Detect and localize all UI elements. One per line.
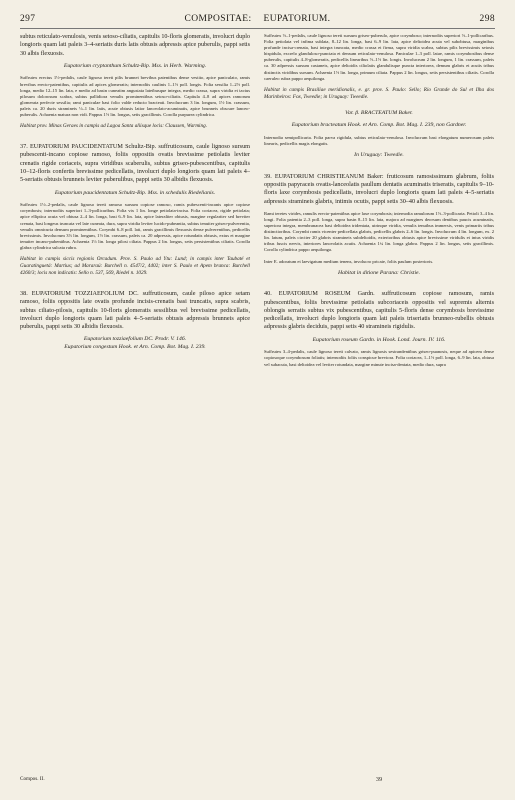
description-variety: Internodia semipollicaria. Folia parva rigidula, subtus reticulato-venulosa. Involucrum basi elongatum numerosum paleis linearis, pedicellis magis elongatis. (264, 134, 494, 147)
habitat-37: Habitat in campis siccis regionis Orcadum. Prov. S. Paulo ad Ytu: Lund; in campis inter Taubaté et Guaratinguetá: Martius; ad Mararaú: Burchell n. 4547/2, 4402; inter S. Paulo et Apem branca: Burchell 4260/3; locis non indicatis: Sello n. 537, 569, Riedel n. 1029. (20, 255, 250, 276)
citation-variety: Eupatorium bracteatum Hook. et Arn. Comp. Bot. Mag. I. 239, non Gardner. (291, 122, 467, 129)
running-title-left: COMPOSITAE: (184, 14, 252, 24)
habitat-38: Habitat in campis Brasiliae meridionalis, e. gr. prov. S. Paulo: Sello; Rio Grande do Sul et Ilha dos Marinheiros: Fox, Tweedie; in Uruguay: Tweedie. (264, 86, 494, 100)
species-38-heading: 38. EUPATORIUM TOZZIAEFOLIUM DC. suffruticosum, caule piloso apice setam ramoso, foliis oppositis late ovatis profunde incisis-crenatis basi truncatis, supra scabris, subtus ciliato-pilosis, capitulis 10-floris glomeratis sessilibus vel brevissime pedicellatis, involucri duplo longioris quam lati paleis 4–5-seriatis obtusis adpressis brunneis apice puberulis, pappi setis 30 albidis flexuosis. (20, 289, 250, 331)
running-title-right: EUPATORIUM. (263, 14, 331, 24)
species-37-heading: 37. EUPATORIUM PAUCIDENTATUM Schultz-Bip. suffruticosum, caule lignoso sursum pubescenti-incano copiose ramoso, foliis oppositis ovatis brevissime petiolatis leviter crenatis rigide coriaceis, supra viridibus scaberulis, subtus griseo-pubescentibus, capitulis 10–12-floris confertis brevissime pedicellatis, involucri duplo longioris quam lati paleis 4–5-seriatis obtusis brunneis leviter puberulibus, pappi setis 30 albidis flexuosis. (20, 143, 250, 184)
right-column (264, 33, 494, 368)
citation-38a: Eupatorium tozziaefolium DC. Prodr. V. 146. (83, 336, 187, 343)
variety-heading: Var. β. BRACTEATUM Baker. (345, 109, 413, 116)
citation-40: Eupatorium roseum Gardn. in Hook. Lond. Journ. IV. 116. (312, 336, 446, 343)
page-footer (20, 776, 495, 783)
description-cryptanthum: Suffrutex erectus 1½-pedalis, caule lignoso tereti pilis brunnei brevibus patentibus dense vestito, apice paniculato, ramis brevibus erecto-patentibus, capitulis ad apices glomeratis; internodiis caulinis 1–1½ poll. longis. Folia sessilia 1–2½ poll. longa, medio 12–15 lin. lata, e medio ad basin cuneatim angustata lateibusque integra, medio crassa, supra viridia et tactus pilosum dolorosum scabra, subtus pallidiora venulis prominentibus setoso-ciliatis. Capitula 4–8 ad apices ramorum glomerata perfecte sessilia; rami paniculae basi folio valde reducto bracteati. Involucrum 3 lin. longum, 1½ lin. crassum, paleis ca. 20 duris stramineis ⅓–1 lin. latis, acute obtusis latior lanceolato-acuminatis, apice brunneis obscure lanceo-puberulis. Achaenia matura non vidi. Pappus 1½ lin. longus, setis gracillimis. Corolla purpurea cylindrica. (20, 75, 250, 118)
description-37: Suffrutex 1½–2-pedalis, caule lignoso tereti ramoso sursum copiose ramoso, ramis pubescenti-incanis apice copiose corymbosis; internodiis superiori 1–3-pollicaribus. Folia vix 1 lin. longe petiolata-incisa. Folia coriacea, rigide petiolata; apice elliptica acuta vel obtusa 2–4 lin. longa, basi 6–9 lin. lata, apice lateraliter obtusis, margine regulariter sed breviter crenata, basi longeus truncata vel late cuneata, dura, supra viridia leviter lucido-pubeantia, subtus tenuiter griseo-pulverentia, venulis omnicuria densum prominentibus. Corymbi 6–8 poll. lati, ramis gracillimis flexuosis dense pulverentibus, pedicellis brevissimis. Involucrum 3⅓ lin. longum, 1½ lin. crassum, paleis ca. 20 adpressis, apice rotundatis obtusis, extus et margine tenuiter incano-pubentibus. Achaenia 1⅓ lin. longa pilosi ciliata. Pappus 2 lin. longus, setis persistentibus ciliatis. Corolla glabra cylindrica sulcata rubra. (20, 202, 250, 250)
note-39: Inter E. adoratum et laevigatum medium tenens, involucro pricaie, foliis paulum posterioris. (264, 258, 434, 264)
page-number-right: 298 (479, 14, 495, 24)
habitat-cryptanthum: Habitat prov. Minas Geraes in campis ad Lagoa Santa aliisque locis: Claussen, Warming. (20, 123, 207, 130)
citation-cryptanthum: Eupatorium cryptanthum Schultz-Bip. Mss. in Herb. Warming. (63, 62, 207, 69)
citation-38b: Eupatorium congestum Hook. et Arn. Comp. Bot. Mag. I. 239. (64, 344, 206, 351)
habitat-variety: In Uruguay: Tweedie. (354, 152, 404, 159)
signature-mark: Compos. II. (20, 776, 45, 782)
habitat-39: Habitat in ditione Parana: Christie. (338, 269, 420, 276)
folio-number: 39 (375, 776, 383, 783)
running-header (20, 14, 495, 29)
page-number-left: 297 (20, 14, 36, 24)
description-38: Suffrutex ½–1-pedalis, caule lignoso tereti sursum griseo-puberulo, apice corymboso; internodiis superiori ½–1-pollicaribus. Folia petiolata vel infima sublata, 8–12 lin. longa, basi 6–9 lin. lata, apice deltoidea acuta vel subobtusa, marginibus profunde incisa-crenata, basi integra truncata, medio crassa et firma, supra viridia scabra, subtus pilis brevissimis setosis hispidula, excrelo glanduloso-punctata et densum reticulato-venulosa. Paniculae 1–3 poll. latae, ramis corymbosibus dense puberulis, capitulis 4–8-glomeratis, pedicellis linearibus ½–1½ lin. longis. Involucrum 2 lin. longum, 1 lin. crassum, paleis ca. 30 adpressis sursum castaneis, apice deltoidis ciliolatis glandulisque puncta interiorea, demum glabris et acutis tribus distinctis viridibus sursum. Achaenia 1½ lin. longa, primum ciliata. Pappus 2 lin. longus, setis persistentibus ciliatis. Corolla caeruleo rubra pappo aequilonga. (264, 33, 494, 81)
continuation-paragraph: subtus reticulato-venulosis, venis setoso-ciliatis, capitulis 10-floris glomeratis, involucri duplo longioris quam lati paleis 3–4-seriatis duris latis obtusis adpressis apice puberulis, pappi setis 30 albis flexuosis. (20, 34, 251, 57)
species-40-heading: 40. EUPATORIUM ROSEUM Gardn. suffruticosum copiose ramosum, ramis pubescentibus, foliis brevissime petiolatis subcoriaceis oppositis vel supremis alternis oblongis serratis subtus vix pubescentibus, capitulis 5-floris dense corymbosis brevissime pedicellatis, involucri duplo longioris quam lati paleis triseriatis brunneo-rubellis obtusis adpressis glabris deciduis, pappi setis 40 stramineis rigidulis. (264, 290, 494, 331)
species-39-heading: 39. EUPATORIUM CHRISTIEANUM Baker: fruticosum ramosissimum glabrum, foliis oppositis papyraceis ovatis-lanceolatis paullum dentatis acuminatis triseratis, capitulis 9–10-floris laxe corymbosis pedicellatis, involucri duplo longioris quam lati paleis 4–5-seriatis adpressis stramineis glabris, intimis ocutis, pappi setis 30–40 albis flexuosis. (264, 172, 494, 205)
left-column (20, 33, 250, 368)
description-40: Suffrutex 3–4-pedalis, caule lignoso tereti calvato, ramis lignosis sestrandentibus griseo-puanosis, neque ad apicem dense copiosoque corymbosum foliatis; internodiis foliis conspicue breviora. Folia coriacea, 1–1½ poll. longa, 6–9 lin. lata, obtusa vel subacuta, basi deltoidea vel leviter rotundata, margine minute incisa-dentata, medio dura, supra (264, 349, 494, 367)
description-39: Rami teretes virides, ramulis erecto-patentibus apice laxe corymbosis; internodia ramulorum 1½–3-pollicaria. Petioli 3–4 lin. longi. Folia patentia 2–3 poll. longa, supra basin 8–15 lin. lata, majora ad margines deorsum dentibus paucis acuminatis, superiora integra, membranacea basi deltoidea tridentata, utrinque viridia, venulis tenuibus immersis, venis primariis tribus distinctioribus. Corymbi ramis vicenter pedicellata glabris, pedicellis glabris 2–6 lin. longis. Involucrum 4 lin. longum, ex. 2 lin. latum, paleis circiter 20 glabris stramineis subdeltoidis, exterioribus obtusis apice brevissime viridulis et intus viridis tribus fuscis nervis, interiores lanceolatis acutis. Achaenia 1¼ lin. longa glabra. Pappus 2 lin. longus, setis gracillimis. Corolla cylindrica pappo aequilonga. (264, 210, 495, 253)
citation-37: Eupatorium paucidentatum Schultz-Bip. Mss. in schedulis Riedelianis. (54, 189, 216, 196)
